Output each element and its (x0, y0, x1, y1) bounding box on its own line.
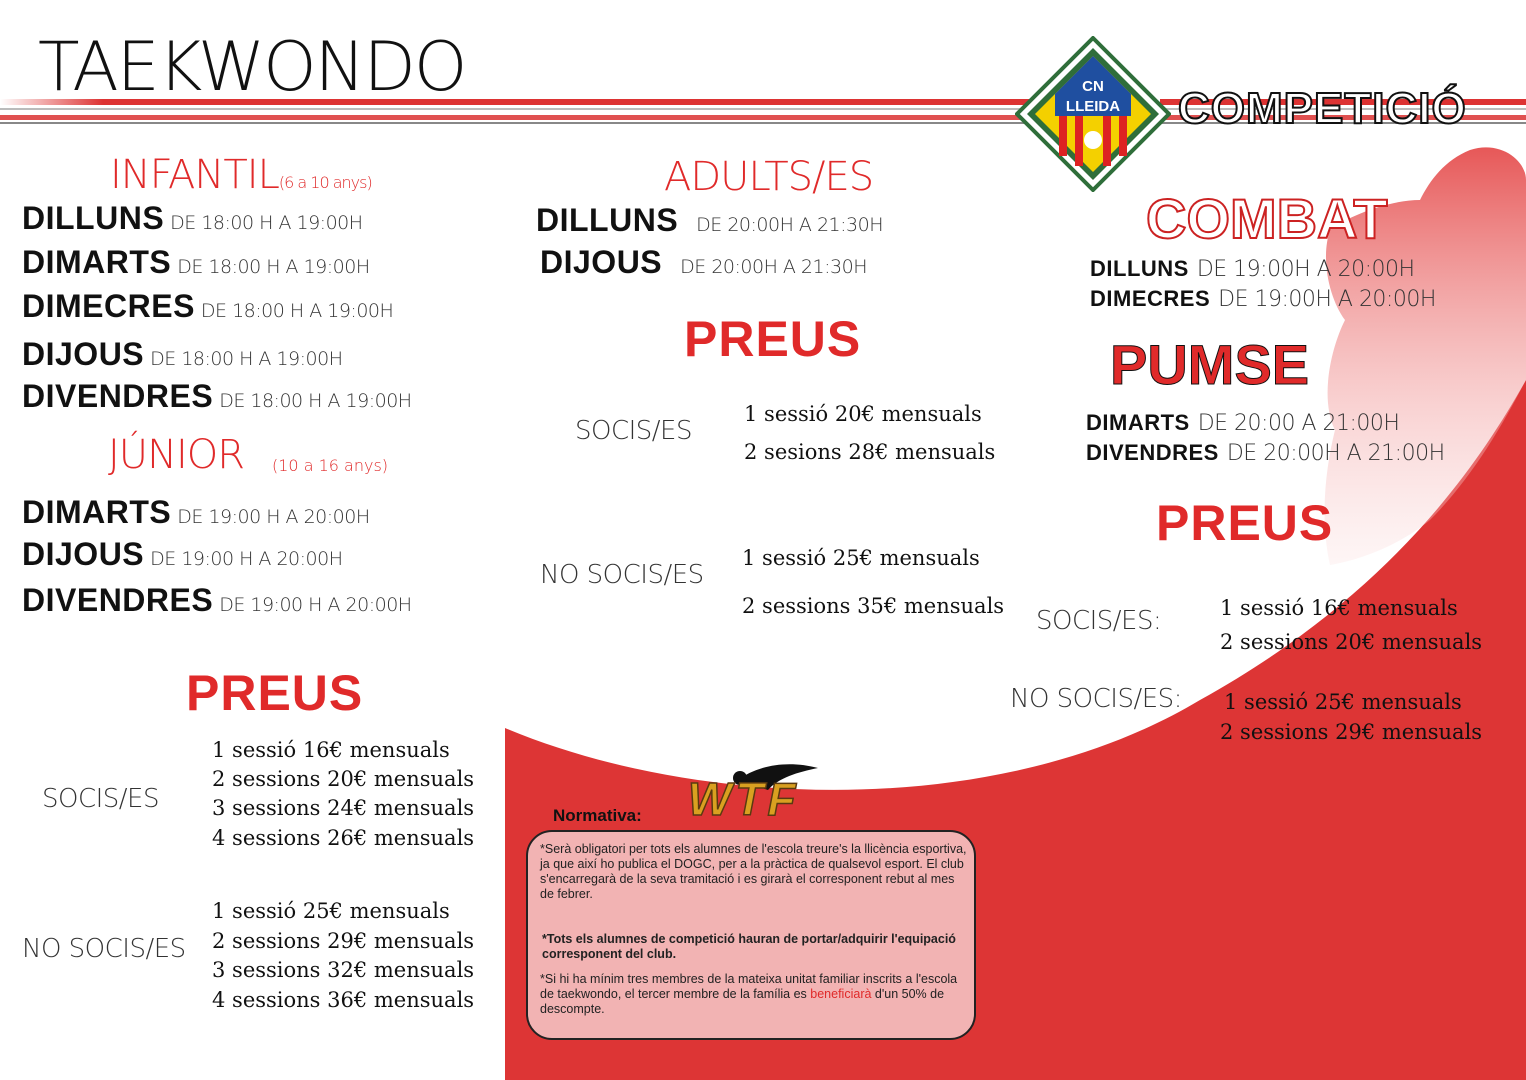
normativa-para-2: *Tots els alumnes de competició hauran de portar/adquirir l'equipació corresponent del club. (542, 932, 956, 961)
right-socis-label: SOCIS/ES: (1036, 606, 1162, 636)
schedule-row (22, 244, 370, 281)
infantil-title-text: INFANTIL (110, 152, 279, 198)
schedule-row (1090, 286, 1436, 312)
price-item: 1 sessió 25€ mensuals (212, 899, 450, 923)
schedule-hours: DE 19:00 H A 20:00H (150, 548, 343, 570)
page-title: TAEKWONDO (38, 28, 466, 107)
logo-text-cn: CN (1082, 78, 1104, 95)
price-item: 4 sessions 26€ mensuals (212, 826, 475, 850)
normativa-para-3-end: d'un 50% de descompte. (540, 987, 945, 1016)
schedule-row (1086, 440, 1445, 466)
schedule-hours: DE 19:00H A 20:00H (1196, 257, 1415, 282)
wtf-logo-text: WTF (688, 773, 800, 825)
price-item: 2 sessions 29€ mensuals (1220, 720, 1483, 744)
schedule-row (22, 536, 343, 573)
schedule-hours: DE 18:00 H A 19:00H (170, 212, 363, 234)
price-item: 2 sessions 20€ mensuals (1220, 630, 1483, 654)
price-item: 2 sesions 28€ mensuals (744, 440, 996, 464)
pumse-title: PUMSE (1110, 333, 1310, 396)
price-item: 3 sessions 32€ mensuals (212, 958, 475, 982)
adults-socis-label: SOCIS/ES (575, 416, 692, 446)
price-item: 3 sessions 24€ mensuals (212, 796, 475, 820)
infantil-title (110, 152, 372, 198)
price-item: 2 sessions 35€ mensuals (742, 594, 1005, 618)
schedule-hours: DE 20:00 A 21:00H (1197, 411, 1400, 436)
junior-title: JÚNIOR (108, 432, 245, 478)
schedule-day: DIJOUS (22, 336, 145, 372)
schedule-hours: DE 18:00 H A 19:00H (219, 390, 412, 412)
schedule-row (1090, 256, 1415, 282)
schedule-row (1086, 410, 1399, 436)
left-socis-label: SOCIS/ES (42, 784, 159, 814)
normativa-para-1: *Serà obligatori per tots els alumnes de l'escola treure's la llicència esportiva, ja que així ho publica el DOGC, per a la pràctica de qualsevol esport. El club s'encarregarà de la seva tramitació i es girarà el corresponent rebut al mes de febrer. (540, 842, 967, 901)
adults-prices-title: PREUS (684, 311, 862, 367)
normativa-para-3 (540, 972, 972, 1017)
schedule-day: DIJOUS (22, 536, 145, 572)
price-item: 2 sessions 29€ mensuals (212, 929, 475, 953)
schedule-row (22, 336, 343, 373)
schedule-row (22, 494, 370, 531)
schedule-hours: DE 20:00H A 21:00H (1226, 441, 1445, 466)
schedule-day: DIMARTS (22, 494, 172, 530)
schedule-day: DIMARTS (1086, 410, 1190, 435)
normativa-box (526, 830, 976, 1040)
schedule-day: DIVENDRES (1086, 440, 1219, 465)
section-title-competicio: COMPETICIÓ (1178, 84, 1467, 133)
schedule-day: DIVENDRES (22, 378, 214, 414)
schedule-hours: DE 19:00H A 20:00H (1218, 287, 1436, 312)
price-item: 1 sessió 16€ mensuals (1220, 596, 1458, 620)
normativa-para-3-start: *Si hi ha mínim tres membres de la mateixa unitat familiar inscrits a l'escola de taekwondo, el tercer membre de la família es (540, 972, 958, 1001)
right-prices-title: PREUS (1156, 495, 1334, 551)
right-no-socis-label: NO SOCIS/ES: (1010, 684, 1182, 714)
schedule-day: DILLUNS (536, 202, 679, 238)
schedule-hours: DE 19:00 H A 20:00H (219, 594, 412, 616)
price-item: 1 sessió 16€ mensuals (212, 738, 450, 762)
schedule-hours: DE 18:00 H A 19:00H (200, 300, 394, 322)
schedule-day: DILLUNS (1090, 256, 1189, 281)
adults-title: ADULTS/ES (664, 154, 874, 200)
schedule-day: DILLUNS (22, 200, 165, 236)
schedule-hours: DE 20:00H A 21:30H (680, 256, 867, 278)
schedule-hours: DE 20:00H A 21:30H (696, 214, 883, 236)
adults-no-socis-label: NO SOCIS/ES (540, 560, 704, 590)
junior-ages: (10 a 16 anys) (272, 456, 389, 475)
price-item: 1 sessió 20€ mensuals (744, 402, 982, 426)
price-item: 1 sessió 25€ mensuals (1224, 690, 1462, 714)
schedule-hours: DE 18:00 H A 19:00H (150, 348, 343, 370)
normativa-para-3-highlight: beneficiarà (810, 987, 872, 1001)
schedule-day: DIVENDRES (22, 582, 214, 618)
price-item: 4 sessions 36€ mensuals (212, 988, 475, 1012)
infantil-ages: (6 a 10 anys) (278, 173, 372, 192)
normativa-title: Normativa: (553, 806, 642, 825)
left-prices-title: PREUS (186, 665, 364, 721)
schedule-day: DIJOUS (540, 244, 663, 280)
price-item: 2 sessions 20€ mensuals (212, 767, 475, 791)
club-logo (1015, 36, 1171, 192)
schedule-row (22, 582, 412, 619)
schedule-row (22, 378, 412, 415)
price-item: 1 sessió 25€ mensuals (742, 546, 980, 570)
schedule-hours: DE 18:00 H A 19:00H (177, 256, 370, 278)
combat-title: COMBAT (1146, 187, 1388, 250)
logo-text-lleida: LLEIDA (1065, 98, 1121, 115)
schedule-day: DIMARTS (22, 244, 172, 280)
left-no-socis-label: NO SOCIS/ES (22, 934, 186, 964)
schedule-day: DIMECRES (1090, 286, 1211, 311)
schedule-row (22, 288, 393, 325)
schedule-row (536, 202, 883, 239)
schedule-day: DIMECRES (22, 288, 195, 324)
schedule-hours: DE 19:00 H A 20:00H (177, 506, 370, 528)
wtf-logo (668, 760, 868, 830)
schedule-row (540, 244, 867, 281)
schedule-row (22, 200, 363, 237)
